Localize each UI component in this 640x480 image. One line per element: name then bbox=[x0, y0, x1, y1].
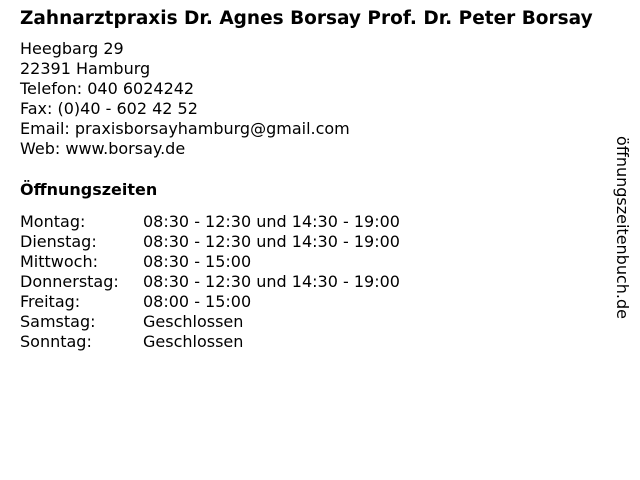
hours-row-sunday bbox=[20, 332, 610, 352]
practice-title: Zahnarztpraxis Dr. Agnes Borsay Prof. Dr. Peter Borsay bbox=[20, 8, 593, 29]
day-label: Mittwoch: bbox=[20, 252, 98, 271]
hours-row-friday bbox=[20, 292, 610, 312]
hours-row-tuesday bbox=[20, 232, 610, 252]
phone-line: Telefon: 040 6024242 bbox=[20, 79, 195, 98]
opening-hours-heading: Öffnungszeiten bbox=[20, 180, 158, 199]
hours-row-thursday bbox=[20, 272, 610, 292]
hours-row-monday bbox=[20, 212, 610, 232]
city-line: 22391 Hamburg bbox=[20, 59, 151, 78]
address-block bbox=[20, 39, 610, 159]
hours-row-wednesday bbox=[20, 252, 610, 272]
email-line: Email: praxisborsayhamburg@gmail.com bbox=[20, 119, 350, 138]
time-value: 08:30 - 15:00 bbox=[143, 252, 252, 271]
day-label: Donnerstag: bbox=[20, 272, 119, 291]
hours-row-saturday bbox=[20, 312, 610, 332]
opening-hours-table bbox=[20, 212, 610, 352]
day-label: Dienstag: bbox=[20, 232, 97, 251]
street-line: Heegbarg 29 bbox=[20, 39, 124, 58]
time-value: Geschlossen bbox=[143, 312, 244, 331]
time-value: 08:30 - 12:30 und 14:30 - 19:00 bbox=[143, 212, 400, 231]
day-label: Samstag: bbox=[20, 312, 96, 331]
day-label: Sonntag: bbox=[20, 332, 92, 351]
fax-line: Fax: (0)40 - 602 42 52 bbox=[20, 99, 198, 118]
time-value: Geschlossen bbox=[143, 332, 244, 351]
time-value: 08:30 - 12:30 und 14:30 - 19:00 bbox=[143, 232, 400, 251]
web-line: Web: www.borsay.de bbox=[20, 139, 186, 158]
day-label: Montag: bbox=[20, 212, 86, 231]
site-brand-label: öffnungszeitenbuch.de bbox=[613, 136, 632, 319]
time-value: 08:30 - 12:30 und 14:30 - 19:00 bbox=[143, 272, 400, 291]
day-label: Freitag: bbox=[20, 292, 81, 311]
time-value: 08:00 - 15:00 bbox=[143, 292, 252, 311]
practice-card bbox=[20, 8, 610, 352]
